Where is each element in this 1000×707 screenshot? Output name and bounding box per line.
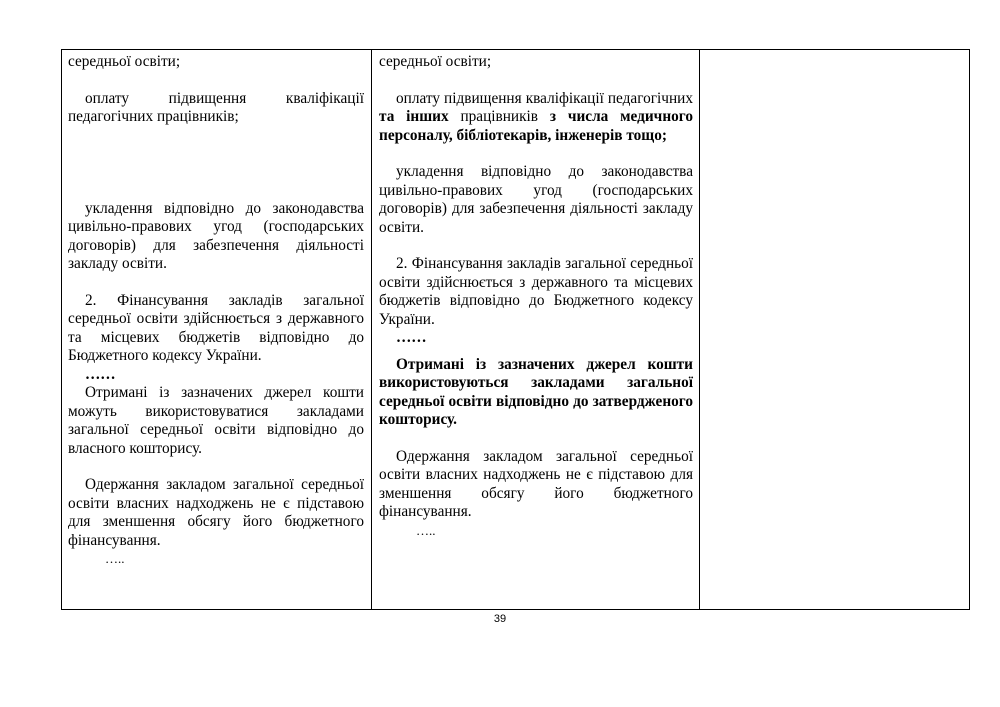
right-p4: 2. Фінансування закладів загальної середньої освіти здійснюється з державного та місцевих бюджетів відповідно до Бюджетного кодексу України. — [379, 255, 693, 328]
page-number: 39 — [493, 613, 507, 625]
left-p1: середньої освіти; — [68, 53, 181, 70]
left-ellipsis-end: ….. — [105, 551, 125, 566]
right-p2-bold2: з числа медичного персоналу, бібліотекарів, інженерів тощо; — [379, 108, 693, 144]
left-p5: Отримані із зазначених джерел кошти можуть використовуватися закладами загальної середньої освіти відповідно до власного кошторису. — [68, 384, 364, 457]
right-ellipsis-end: ….. — [416, 522, 436, 538]
right-p3: укладення відповідно до законодавства цивільно-правових угод (господарських договорів) для забезпечення діяльності закладу освіти. — [379, 163, 693, 236]
right-p1: середньої освіти; — [379, 53, 492, 70]
right-ellipsis-bold: …… — [396, 329, 427, 346]
comparison-table — [61, 49, 970, 610]
right-p5: Отримані із зазначених джерел кошти використовуються закладами загальної середньої освіти відповідно до затвердженого кошторису. — [379, 355, 693, 428]
right-p2-part2: працівників — [448, 108, 550, 125]
right-p2 — [379, 90, 693, 146]
right-p6: Одержання закладом загальної середньої освіти власних надходжень не є підставою для зменшення обсягу його бюджетного фінансування. — [379, 447, 693, 520]
left-p2: оплату підвищення кваліфікації педагогічних працівників; — [68, 89, 364, 125]
right-column — [372, 50, 700, 609]
left-ellipsis-bold: …… — [85, 365, 116, 383]
empty-column — [700, 50, 969, 609]
right-p2-bold1: та інших — [379, 108, 449, 125]
left-p6: Одержання закладом загальної середньої освіти власних надходжень не є підставою для зменшення обсягу його бюджетного фінансування. — [68, 476, 364, 549]
left-p4: 2. Фінансування закладів загальної середньої освіти здійснюється з державного та місцевих бюджетів відповідно до Бюджетного кодексу України. — [68, 291, 364, 364]
left-p3: укладення відповідно до законодавства цивільно-правових угод (господарських договорів) для забезпечення діяльності закладу освіти. — [68, 199, 364, 272]
left-column — [62, 50, 372, 609]
right-p2-part1: оплату підвищення кваліфікації педагогічних — [396, 89, 693, 107]
